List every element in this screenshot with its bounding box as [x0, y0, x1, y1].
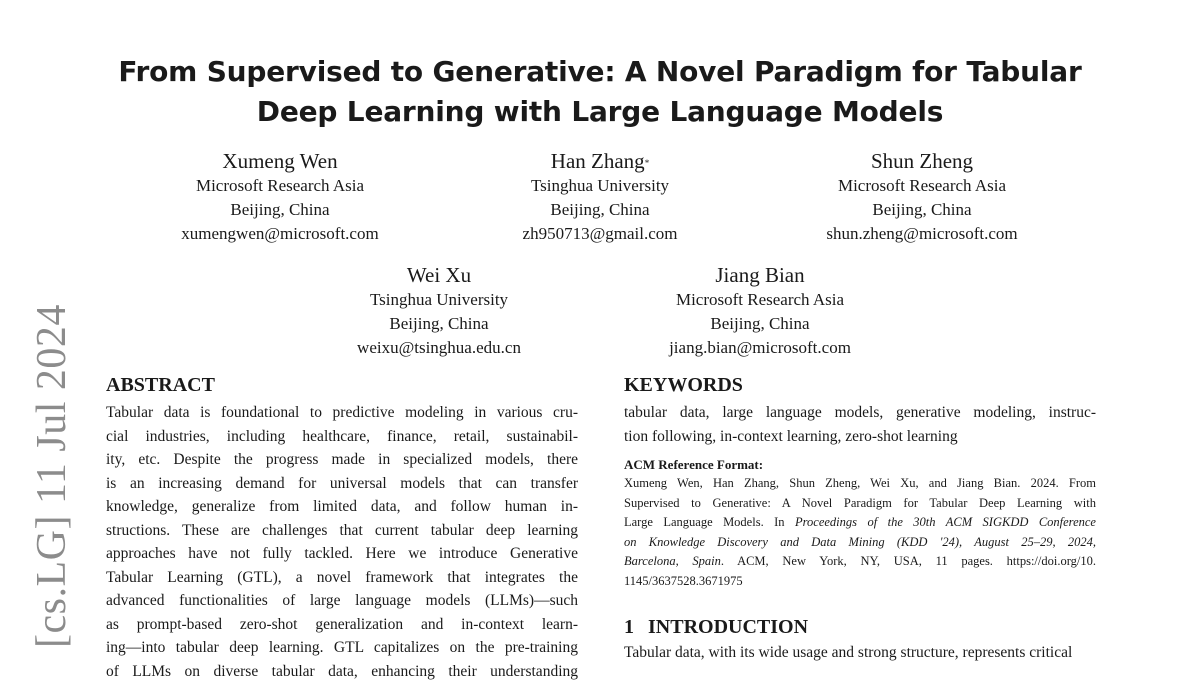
author-affiliation: Tsinghua University — [289, 288, 589, 312]
abstract-line: knowledge, generalize from limited data, and follow human in- — [106, 495, 578, 519]
keywords-line: tabular data, large language models, generative modeling, instruc- — [624, 401, 1096, 425]
author-email[interactable]: weixu@tsinghua.edu.cn — [289, 336, 589, 360]
abstract-line: approaches have not fully tackled. Here we introduce Generative — [106, 542, 578, 566]
author-name: Xumeng Wen — [130, 148, 430, 174]
author-name: Jiang Bian — [610, 262, 910, 288]
introduction-heading — [624, 614, 808, 640]
abstract-line: ity, etc. Despite the progress made in specialized models, there — [106, 448, 578, 472]
arxiv-identifier-stamp: [cs.LG] 11 Jul 2024 — [28, 304, 76, 648]
section-title: INTRODUCTION — [648, 616, 808, 638]
reference-line[interactable]: 1145/3637528.3671975 — [624, 572, 1096, 592]
keywords-heading: KEYWORDS — [624, 372, 1096, 398]
abstract-heading: ABSTRACT — [106, 372, 578, 398]
abstract-line: Tabular Learning (GTL), a novel framework that integrates the — [106, 566, 578, 590]
abstract-line: Tabular data is foundational to predictive modeling in various cru- — [106, 401, 578, 425]
keywords-body — [624, 401, 1096, 448]
author-block — [130, 148, 430, 246]
paper-title — [0, 52, 1200, 132]
abstract-line: cial industries, including healthcare, finance, retail, sustainabil- — [106, 425, 578, 449]
author-affiliation: Microsoft Research Asia — [130, 174, 430, 198]
reference-line: on Knowledge Discovery and Data Mining (KDD '24), August 25–29, 2024, — [624, 533, 1096, 553]
author-name: Wei Xu — [289, 262, 589, 288]
abstract-line: is an increasing demand for universal models that can transfer — [106, 472, 578, 496]
author-location: Beijing, China — [450, 198, 750, 222]
author-block — [289, 262, 589, 360]
abstract-section — [106, 372, 578, 683]
author-block — [450, 148, 750, 246]
author-email[interactable]: xumengwen@microsoft.com — [130, 222, 430, 246]
proceedings-title: Proceedings of the 30th ACM SIGKDD Conference — [795, 515, 1096, 529]
author-name: Shun Zheng — [772, 148, 1072, 174]
acm-reference-heading: ACM Reference Format: — [624, 456, 1096, 474]
abstract-line: as prompt-based zero-shot generalization and in-context learn- — [106, 613, 578, 637]
author-email[interactable]: jiang.bian@microsoft.com — [610, 336, 910, 360]
author-block — [610, 262, 910, 360]
author-location: Beijing, China — [130, 198, 430, 222]
abstract-line: of LLMs on diverse tabular data, enhancing their understanding — [106, 660, 578, 683]
author-email[interactable]: shun.zheng@microsoft.com — [772, 222, 1072, 246]
abstract-line: structions. These are challenges that current tabular deep learning — [106, 519, 578, 543]
author-affiliation: Microsoft Research Asia — [772, 174, 1072, 198]
section-number: 1 — [624, 616, 634, 638]
reference-line: Large Language Models. In Proceedings of the 30th ACM SIGKDD Conference — [624, 513, 1096, 533]
keywords-line: tion following, in-context learning, zero-shot learning — [624, 425, 1096, 449]
introduction-first-line: Tabular data, with its wide usage and strong structure, represents critical — [624, 641, 1072, 665]
abstract-body — [106, 401, 578, 683]
reference-line: Xumeng Wen, Han Zhang, Shun Zheng, Wei Xu, and Jiang Bian. 2024. From — [624, 474, 1096, 494]
title-line-2: Deep Learning with Large Language Models — [0, 92, 1200, 132]
author-location: Beijing, China — [610, 312, 910, 336]
reference-line: Supervised to Generative: A Novel Paradigm for Tabular Deep Learning with — [624, 494, 1096, 514]
author-name: Han Zhang* — [450, 148, 750, 174]
doi-link[interactable]: . ACM, New York, NY, USA, 11 pages. https://doi.org/10. — [721, 554, 1096, 568]
author-location: Beijing, China — [772, 198, 1072, 222]
abstract-line: advanced functionalities of large language models (LLMs)—such — [106, 589, 578, 613]
author-block — [772, 148, 1072, 246]
author-email[interactable]: zh950713@gmail.com — [450, 222, 750, 246]
keywords-section — [624, 372, 1096, 591]
author-location: Beijing, China — [289, 312, 589, 336]
reference-line: Barcelona, Spain. ACM, New York, NY, USA, 11 pages. https://doi.org/10. — [624, 552, 1096, 572]
acm-reference-body — [624, 474, 1096, 591]
title-line-1: From Supervised to Generative: A Novel Paradigm for Tabular — [0, 52, 1200, 92]
author-affiliation: Microsoft Research Asia — [610, 288, 910, 312]
abstract-line: ing—into tabular deep learning. GTL capitalizes on the pre-training — [106, 636, 578, 660]
author-footnote-mark: * — [645, 158, 650, 168]
author-affiliation: Tsinghua University — [450, 174, 750, 198]
